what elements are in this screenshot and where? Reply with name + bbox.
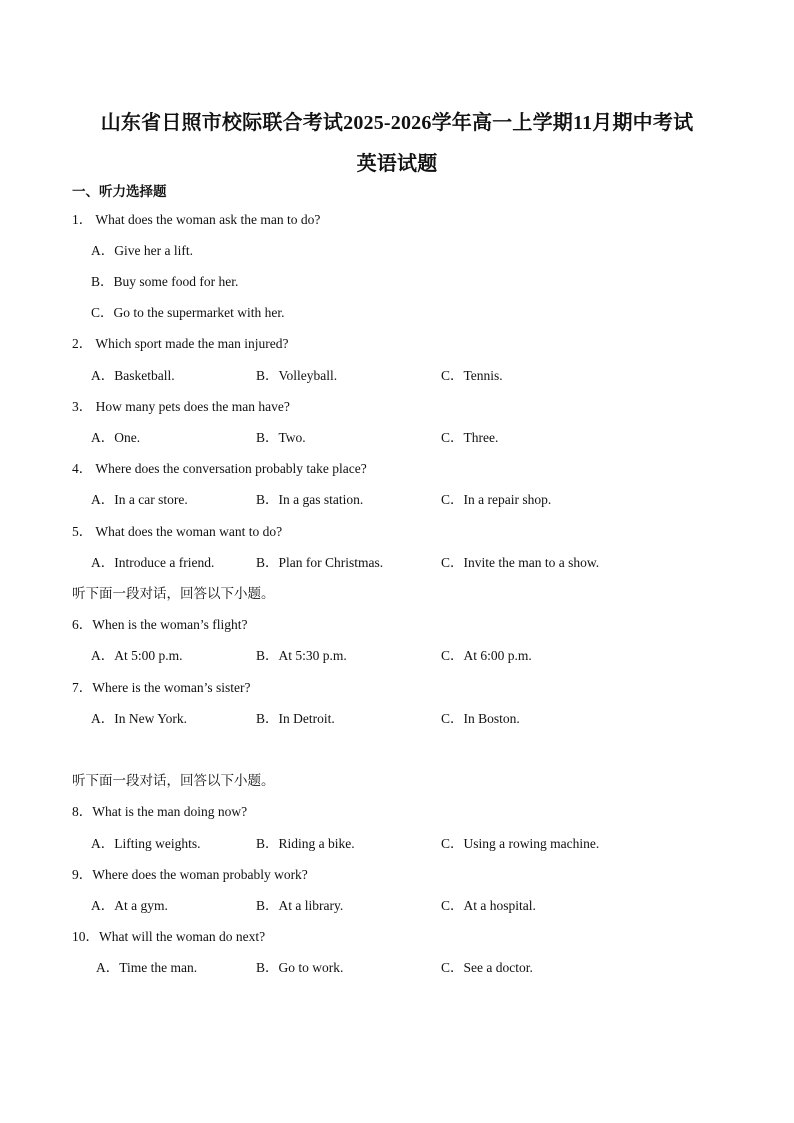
q1-option-b: B．Buy some food for her. bbox=[91, 274, 239, 289]
q7-option-a: A．In New York. bbox=[91, 711, 188, 726]
q9-option-a: A．At a gym. bbox=[91, 898, 168, 913]
question-2: 2． Which sport made the man injured? bbox=[72, 336, 289, 351]
q4-option-c: C．In a repair shop. bbox=[441, 492, 552, 507]
q10-option-c: C．See a doctor. bbox=[441, 960, 533, 975]
q3-option-c: C．Three. bbox=[441, 430, 499, 445]
q8-option-b: B．Riding a bike. bbox=[256, 836, 355, 851]
q1-option-c: C．Go to the supermarket with her. bbox=[91, 305, 285, 320]
q3-option-b: B．Two. bbox=[256, 430, 306, 445]
question-4: 4． Where does the conversation probably take place? bbox=[72, 461, 367, 476]
q3-option-a: A．One. bbox=[91, 430, 141, 445]
q8-option-a: A．Lifting weights. bbox=[91, 836, 201, 851]
question-1: 1． What does the woman ask the man to do? bbox=[72, 212, 321, 227]
question-6: 6．When is the woman’s flight? bbox=[72, 617, 248, 632]
q10-option-b: B．Go to work. bbox=[256, 960, 344, 975]
question-7: 7．Where is the woman’s sister? bbox=[72, 680, 251, 695]
q2-option-c: C．Tennis. bbox=[441, 368, 503, 383]
question-10: 10．What will the woman do next? bbox=[72, 929, 266, 944]
q1-option-a: A．Give her a lift. bbox=[91, 243, 193, 258]
q4-option-a: A．In a car store. bbox=[91, 492, 188, 507]
q5-option-b: B．Plan for Christmas. bbox=[256, 555, 384, 570]
question-5: 5． What does the woman want to do? bbox=[72, 524, 283, 539]
q9-option-b: B．At a library. bbox=[256, 898, 344, 913]
q5-option-c: C．Invite the man to a show. bbox=[441, 555, 600, 570]
section-heading: 一、听力选择题 bbox=[72, 184, 167, 199]
q10-option-a: A．Time the man. bbox=[96, 960, 198, 975]
dialog-instruction: 听下面一段对话，回答以下小题。 bbox=[72, 586, 275, 601]
exam-title: 山东省日照市校际联合考试2025-2026学年高一上学期11月期中考试 bbox=[100, 112, 694, 134]
q7-option-c: C．In Boston. bbox=[441, 711, 520, 726]
q8-option-c: C．Using a rowing machine. bbox=[441, 836, 600, 851]
question-9: 9．Where does the woman probably work? bbox=[72, 867, 308, 882]
question-3: 3． How many pets does the man have? bbox=[72, 399, 290, 414]
exam-subtitle: 英语试题 bbox=[356, 153, 438, 175]
q6-option-c: C．At 6:00 p.m. bbox=[441, 648, 532, 663]
q6-option-a: A．At 5:00 p.m. bbox=[91, 648, 183, 663]
q4-option-b: B．In a gas station. bbox=[256, 492, 364, 507]
q7-option-b: B．In Detroit. bbox=[256, 711, 335, 726]
q5-option-a: A．Introduce a friend. bbox=[91, 555, 215, 570]
q9-option-c: C．At a hospital. bbox=[441, 898, 536, 913]
question-8: 8．What is the man doing now? bbox=[72, 804, 248, 819]
q6-option-b: B．At 5:30 p.m. bbox=[256, 648, 347, 663]
q2-option-b: B．Volleyball. bbox=[256, 368, 338, 383]
dialog-instruction: 听下面一段对话，回答以下小题。 bbox=[72, 773, 275, 788]
q2-option-a: A．Basketball. bbox=[91, 368, 175, 383]
